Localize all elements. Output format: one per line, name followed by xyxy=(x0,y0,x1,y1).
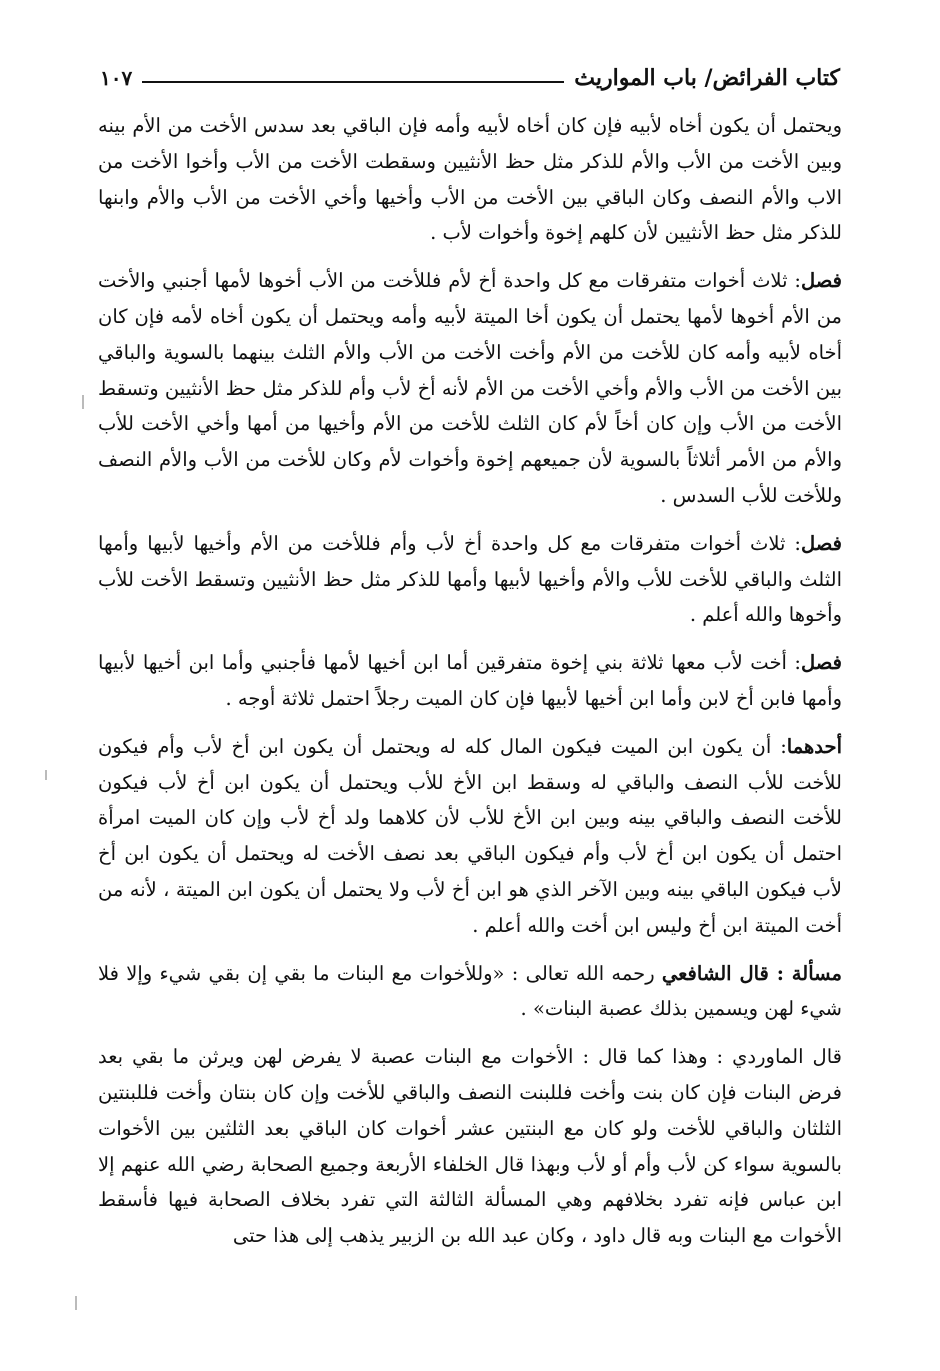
running-header xyxy=(100,58,840,98)
chapter-title: كتاب الفرائض/ باب المواريث xyxy=(574,65,840,91)
paragraph-text: : أخت لأب معها ثلاثة بني إخوة متفرقين أما ابن أخيها لأمها فأجنبي وأما ابن أخيها لأبيها وأمها فابن أخ لابن وأما ابن أخيها لأبيها فإن كان الميت رجلاً احتمل ثلاثة أوجه . xyxy=(98,651,842,710)
paragraph-text: رحمه الله تعالى : «وللأخوات مع البنات ما بقي إن بقي شيء وإلا فلا شيء لهن ويسمين بذلك عصبة البنات» . xyxy=(98,961,842,1021)
paragraph-7 xyxy=(98,1039,842,1254)
header-rule xyxy=(142,81,564,83)
section-lead: فصل xyxy=(801,531,842,555)
paragraph-6 xyxy=(98,956,842,1028)
paragraph-text: : ثلاث أخوات متفرقات مع كل واحدة أخ لأم فللأخت من الأب أخوها لأمها أجنبي والأخت من الأم أخوها لأمها يحتمل أن يكون أخا الميتة لأبيه وأمه ويحتمل أن يكون أخاه لأمه فإن كان أخاه لأبيه وأمه كان للأخت من الأم وأخت الأخت من الأب والأم الثلث بينهما بالسوية والباقي بين الأخت من الأب والأم وأخي الأخت من الأم لأنه أخ لأب وأم للذكر مثل حظ الأنثيين وتسقط الأخت من الأب وإن كان أخاً لأم كان الثلث للأخت من الأم وأخيها من أمها وأخي الأخت للأب والأم من الأمر أثلاثاً بالسوية لأن جميعهم إخوة وأخوات لأم وكان للأخت من الأب والأم النصف وللأخت للأب السدس . xyxy=(98,269,842,507)
paragraph-text: : ثلاث أخوات متفرقات مع كل واحدة أخ لأب وأم فللأخت من الأم وأخيها لأبيها وأمها الثلث والباقي للأخت للأب والأم وأخيها لأبيها وأمها للذكر مثل حظ الأنثيين وتسقط الأخت للأب وأخوها والله أعلم . xyxy=(98,531,842,627)
paragraph-text: : أن يكون ابن الميت فيكون المال كله له ويحتمل أن يكون ابن أخ لأب وأم فيكون للأخت للأب النصف والباقي له وسقط ابن الأخ للأب ويحتمل أن يكون ابن أخ لأب فيكون للأخت النصف والباقي بينه وبين ابن الأخ للأب لأن كلاهما ولد أخ لأب وإن كان الميت امرأة احتمل أن يكون ابن أخ لأب وأم فيكون الباقي بعد نصف الأخت له ويحتمل أن يكون ابن أخ لأب فيكون الباقي بينه وبين الآخر الذي هو ابن أخ لأب ولا يحتمل أن يكون ابن الميتة ، لأنه من أخت الميتة ابن أخ وليس ابن أخت والله أعلم . xyxy=(98,734,842,937)
section-lead: فصل xyxy=(801,651,842,675)
margin-mark xyxy=(75,1296,77,1310)
margin-mark xyxy=(82,395,84,409)
paragraph-5 xyxy=(98,729,842,944)
page-body xyxy=(98,108,842,1260)
paragraph-text: قال الماوردي : وهذا كما قال : الأخوات مع البنات عصبة لا يفرض لهن ويرثن ما بقي بعد فرض البنات فإن كان بنت وأخت فللبنت النصف والباقي للأخت وإن كان بنتان وأخت فللبنتين الثلثان والباقي للأخت ولو كان مع البنتين عشر أخوات كان الباقي بعد الثلثين بين الأخوات بالسوية سواء كن لأب وأم أو لأب وبهذا قال الخلفاء الأربعة وجميع الصحابة رضي الله عنهم إلا ابن عباس فإنه تفرد بخلافهم وهي المسألة الثالثة التي تفرد بخلاف الصحابة فيها فأسقط الأخوات مع البنات وبه قال داود ، وكان عبد الله بن الزبير يذهب إلى هذا حتى xyxy=(98,1045,842,1248)
paragraph-2 xyxy=(98,263,842,514)
section-lead: أحدهما xyxy=(786,734,842,758)
paragraph-1 xyxy=(98,108,842,251)
paragraph-3 xyxy=(98,526,842,633)
page-number: ١٠٧ xyxy=(100,66,133,90)
masala-lead: مسألة : قال الشافعي xyxy=(661,961,842,985)
paragraph-text: ويحتمل أن يكون أخاه لأبيه فإن كان أخاه لأبيه وأمه فإن الباقي بعد سدس الأخت من الأم بينه وبين الأخت من الأب والأم للذكر مثل حظ الأنثيين وسقطت الأخت من الأب وأخوا الأخت من الاب والأم النصف وكان الباقي بين الأخت من الأب وأخيها وأخي الأخت من الأب والأم وابنها للذكر مثل حظ الأنثيين لأن كلهم إخوة وأخوات لأب . xyxy=(98,114,842,245)
section-lead: فصل xyxy=(801,269,842,293)
paragraph-4 xyxy=(98,645,842,717)
margin-mark xyxy=(45,770,47,780)
